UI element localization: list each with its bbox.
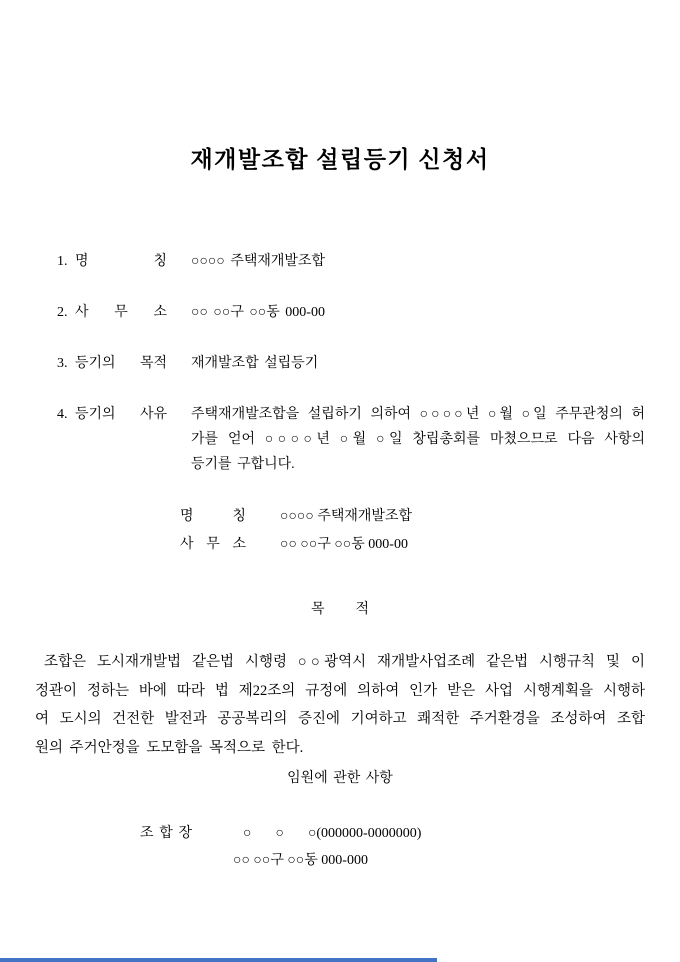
purpose-line: 조합은 도시재개발법 같은법 시행령 ○○광역시 재개발사업조례 같은법 시행규칙 및 이 bbox=[44, 654, 645, 670]
item-value bbox=[191, 402, 645, 477]
sub-info-label bbox=[180, 503, 246, 531]
item-value: 재개발조합 설립등기 bbox=[191, 356, 319, 371]
purpose-heading-part: 적 bbox=[355, 602, 369, 617]
purpose-line: 여 도시의 건전한 발전과 공공복리의 증진에 기여하고 쾌적한 주거환경을 조성하여 조합 bbox=[35, 711, 645, 727]
sub-info-label-part: 소 bbox=[232, 537, 246, 552]
item-office bbox=[57, 300, 645, 325]
item-label-part: 등기의 bbox=[75, 356, 116, 371]
item-value-line: 주택재개발조합을 설립하기 의하여 ○○○○년 ○월 ○일 주무관청의 허 bbox=[191, 407, 645, 422]
association-sub-info bbox=[180, 503, 645, 559]
purpose-line: 정관이 정하는 바에 따라 법 제22조의 규정에 의하여 인가 받은 사업 시행계획을 시행하 bbox=[35, 682, 645, 699]
item-value-line: 등기를 구합니다. bbox=[191, 457, 295, 472]
item-name bbox=[57, 249, 645, 274]
numbered-items bbox=[57, 249, 645, 477]
item-label bbox=[75, 351, 167, 376]
item-registration-reason bbox=[57, 402, 645, 477]
item-label-part: 사 bbox=[75, 305, 89, 320]
chairman-label-part: 장 bbox=[178, 826, 192, 841]
purpose-paragraph bbox=[35, 648, 645, 762]
chairman-name-part: ○(000000-0000000) bbox=[307, 826, 422, 841]
chairman-name-part: ○ bbox=[275, 826, 284, 841]
item-registration-purpose bbox=[57, 351, 645, 376]
item-number: 1. bbox=[57, 254, 68, 269]
item-label-part: 명 bbox=[75, 254, 89, 269]
document-title: 재개발조합 설립등기 신청서 bbox=[190, 147, 490, 172]
sub-info-value: ○○○○ 주택재개발조합 bbox=[280, 509, 412, 524]
sub-info-name-row bbox=[180, 503, 645, 531]
item-label bbox=[75, 402, 167, 477]
item-label-part: 등기의 bbox=[75, 407, 116, 422]
chairman-label-part: 조 bbox=[140, 826, 154, 841]
item-number: 3. bbox=[57, 356, 68, 371]
chairman-name-part: ○ bbox=[243, 826, 252, 841]
chairman-name bbox=[243, 821, 421, 846]
item-label bbox=[75, 249, 167, 274]
item-number: 2. bbox=[57, 305, 68, 320]
item-value: ○○ ○○구 ○○동 000-00 bbox=[191, 305, 325, 320]
item-label-part: 칭 bbox=[153, 254, 167, 269]
purpose-heading-part: 목 bbox=[311, 602, 325, 617]
item-label bbox=[75, 300, 167, 325]
purpose-section-heading bbox=[311, 597, 369, 622]
chairman-row bbox=[140, 821, 680, 846]
item-value: ○○○○ 주택재개발조합 bbox=[191, 254, 325, 269]
item-value-line: 가를 얻어 ○○○○년 ○월 ○일 창립총회를 마쳤으므로 다음 사항의 bbox=[191, 432, 645, 447]
sub-info-value: ○○ ○○구 ○○동 000-00 bbox=[280, 537, 408, 552]
sub-info-label-part: 사 bbox=[180, 537, 194, 552]
sub-info-office-row bbox=[180, 531, 645, 559]
officers-section-heading: 임원에 관한 사항 bbox=[287, 771, 393, 786]
sub-info-label-part: 무 bbox=[206, 537, 220, 552]
page-bottom-bar bbox=[0, 958, 437, 962]
item-label-part: 목적 bbox=[139, 356, 167, 371]
item-number: 4. bbox=[57, 407, 68, 422]
item-label-part: 사유 bbox=[139, 407, 167, 422]
chairman-label-part: 합 bbox=[159, 826, 173, 841]
sub-info-label bbox=[180, 531, 246, 559]
chairman-label bbox=[140, 821, 192, 846]
purpose-line: 원의 주거안정을 도모함을 목적으로 한다. bbox=[35, 739, 304, 756]
item-label-part: 소 bbox=[153, 305, 167, 320]
sub-info-label-part: 칭 bbox=[232, 509, 246, 524]
chairman-address: ○○ ○○구 ○○동 000-000 bbox=[233, 853, 368, 868]
sub-info-label-part: 명 bbox=[180, 509, 194, 524]
item-label-part: 무 bbox=[114, 305, 128, 320]
